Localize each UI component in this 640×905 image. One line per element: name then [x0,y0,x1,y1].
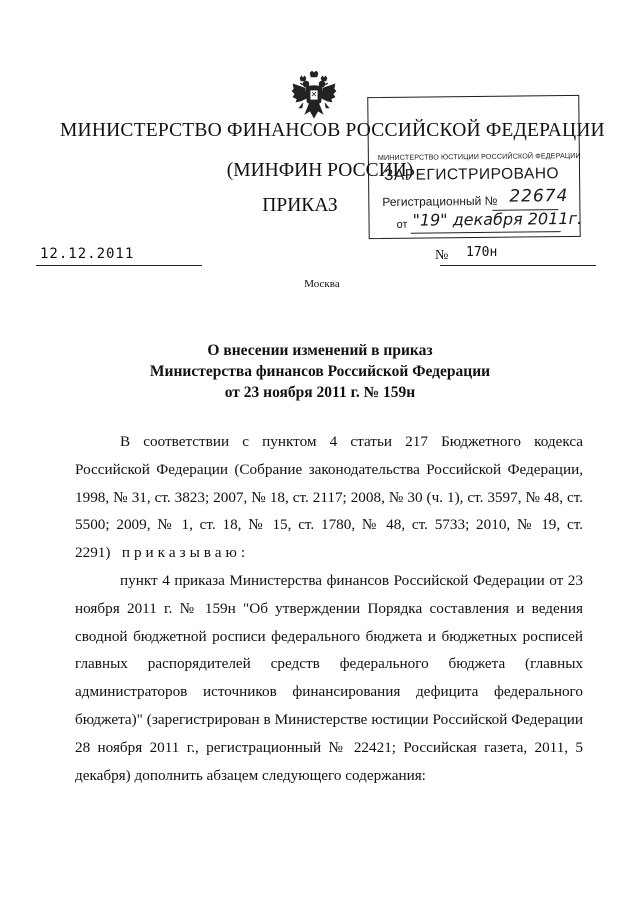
title-line-3: от 23 ноября 2011 г. № 159н [224,384,416,401]
ministry-name: МИНИСТЕРСТВО ФИНАНСОВ РОССИЙСКОЙ ФЕДЕРАЦИИ [60,120,605,141]
stamp-reg-date: "19" декабря 2011г. [412,208,583,230]
order-date: 12.12.2011 [40,246,135,262]
order-date-field [36,247,202,266]
registration-stamp [367,95,585,245]
order-title [0,340,640,403]
amendment-paragraph: пункт 4 приказа Министерства финансов Российской Федерации от 23 ноября 2011 г. № 159н "Об утверждении Порядка составления и ведения сводной бюджетной росписи федерального бюджета и бюджетных росписей главных распорядителей средств федерального бюджета (главных администраторов источников финансирования дефицита федерального бюджета)" (зарегистрирован в Министерстве юстиции Российской Федерации 28 ноября 2011 г., регистрационный № 22421; Российская газета, 2011, 5 декабря) дополнить абзацем следующего содержания: [75,571,583,784]
preamble-paragraph [75,428,583,567]
ministry-short-name: (МИНФИН РОССИИ) [226,160,414,181]
order-body [75,428,583,789]
russian-coat-of-arms-icon [291,70,337,122]
title-line-2: Министерства финансов Российской Федерации [149,363,491,380]
document-type: ПРИКАЗ [262,195,338,216]
stamp-status: ЗАРЕГИСТРИРОВАНО [383,165,560,184]
stamp-ministry: МИНИСТЕРСТВО ЮСТИЦИИ РОССИЙСКОЙ ФЕДЕРАЦИИ [377,150,581,163]
stamp-reg-label: Регистрационный № [382,193,498,209]
stamp-reg-number: 22674 [509,186,569,207]
order-number-label: № [435,248,449,263]
order-number-field [435,245,596,266]
stamp-date-prefix: от [396,218,408,231]
title-line-1: О внесении изменений в приказ [207,342,433,359]
order-verb: приказываю: [121,544,250,562]
preamble-text: В соответствии с пунктом 4 статьи 217 Бюджетного кодекса Российской Федерации (Собрание законодательства Российской Федерации, 1998, № 31, ст. 3823; 2007, № 18, ст. 2117; 2008, № 30 (ч. 1), ст. 3597, № 48, ст. 5500; 2009, № 1, ст. 18, № 15, ст. 1780, № 48, ст. 5733; 2010, № 19, ст. 2291) [75,433,583,562]
order-number: 170н [466,245,498,260]
city: Москва [304,278,340,290]
